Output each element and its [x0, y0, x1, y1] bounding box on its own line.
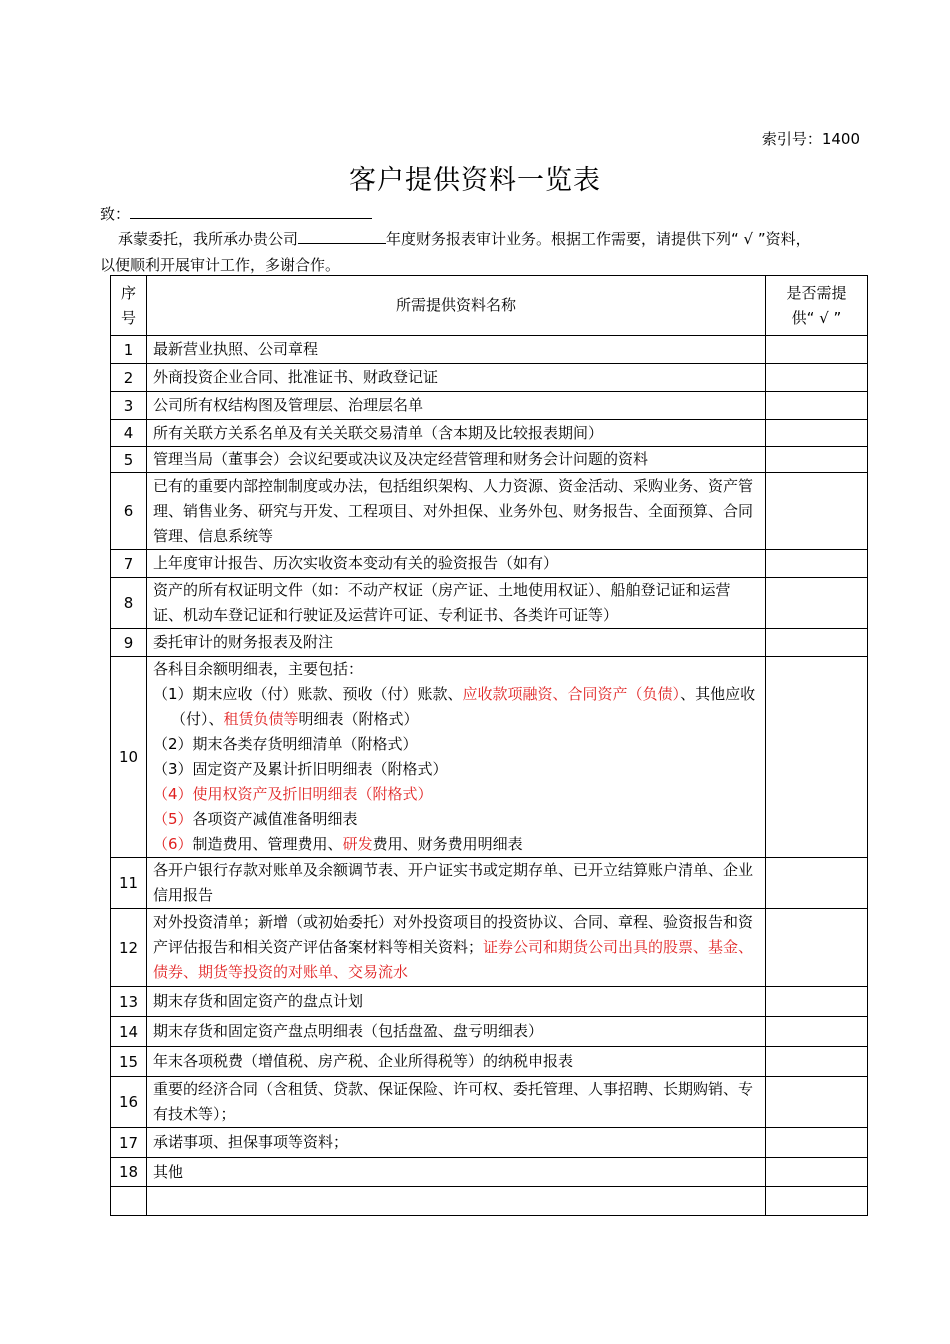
- intro-text-1: 承蒙委托，我所承办贵公司: [118, 230, 299, 248]
- table-row: [111, 1017, 868, 1047]
- row-no: 15: [111, 1047, 147, 1077]
- index-number: 索引号：1400: [761, 130, 860, 148]
- row-name: 最新营业执照、公司章程: [147, 336, 766, 364]
- row-no: 9: [111, 629, 147, 657]
- row10-item-4: （4）使用权资产及折旧明细表（附格式）: [153, 785, 433, 803]
- table-row: [111, 987, 868, 1017]
- intro-text-3: 以便顺利开展审计工作，多谢合作。: [100, 256, 341, 274]
- check-cell[interactable]: [766, 909, 868, 987]
- row-name: 所有关联方关系名单及有关关联交易清单（含本期及比较报表期间）: [147, 420, 766, 447]
- year-blank[interactable]: [298, 229, 386, 244]
- table-row: [111, 420, 868, 447]
- row-no: 13: [111, 987, 147, 1017]
- table-row: [111, 336, 868, 364]
- intro-paragraph: [100, 226, 890, 278]
- row-no: 8: [111, 578, 147, 629]
- check-cell[interactable]: [766, 987, 868, 1017]
- page-title: 客户提供资料一览表: [349, 165, 601, 196]
- row-no: 1: [111, 336, 147, 364]
- table-row: [111, 657, 868, 858]
- row10-intro: 各科目余额明细表，主要包括：: [153, 660, 364, 678]
- row-no: 7: [111, 550, 147, 578]
- row-name: 已有的重要内部控制制度或办法，包括组织架构、人力资源、资金活动、采购业务、资产管理、销售业务、研究与开发、工程项目、对外担保、业务外包、财务报告、全面预算、合同管理、信息系统等: [147, 473, 766, 550]
- row-name: 期末存货和固定资产的盘点计划: [147, 987, 766, 1017]
- check-cell[interactable]: [766, 550, 868, 578]
- table-row: [111, 550, 868, 578]
- check-cell[interactable]: [766, 1047, 868, 1077]
- row-no: 14: [111, 1017, 147, 1047]
- row-name-empty[interactable]: [147, 1187, 766, 1216]
- row10-item-5: （5）各项资产减值准备明细表: [153, 810, 358, 828]
- row10-item-2: （2）期末各类存货明细清单（附格式）: [153, 735, 418, 753]
- row-name: 委托审计的财务报表及附注: [147, 629, 766, 657]
- row-name: 公司所有权结构图及管理层、治理层名单: [147, 392, 766, 420]
- check-cell[interactable]: [766, 364, 868, 392]
- row-no: 5: [111, 447, 147, 473]
- row-name: 外商投资企业合同、批准证书、财政登记证: [147, 364, 766, 392]
- check-cell[interactable]: [766, 392, 868, 420]
- check-cell[interactable]: [766, 420, 868, 447]
- check-cell[interactable]: [766, 336, 868, 364]
- row10-item-6: （6）制造费用、管理费用、研发费用、财务费用明细表: [153, 835, 523, 853]
- row-no: 11: [111, 858, 147, 909]
- intro-text-2: 年度财务报表审计业务。根据工作需要，请提供下列“ √ ”资料，: [386, 230, 811, 248]
- row-no: 6: [111, 473, 147, 550]
- row-name: 管理当局（董事会）会议纪要或决议及决定经营管理和财务会计问题的资料: [147, 447, 766, 473]
- check-cell[interactable]: [766, 447, 868, 473]
- to-label: 致：: [100, 205, 131, 223]
- table-row: [111, 1047, 868, 1077]
- row-name: 重要的经济合同（含租赁、贷款、保证保险、许可权、委托管理、人事招聘、长期购销、专有技术等）；: [147, 1077, 766, 1128]
- table-row: [111, 1128, 868, 1158]
- header-name: 所需提供资料名称: [147, 276, 766, 336]
- row-name: 资产的所有权证明文件（如：不动产权证（房产证、土地使用权证）、船舶登记证和运营证、机动车登记证和行驶证及运营许可证、专利证书、各类许可证等）: [147, 578, 766, 629]
- check-cell[interactable]: [766, 578, 868, 629]
- materials-table: [110, 275, 868, 1216]
- check-cell[interactable]: [766, 858, 868, 909]
- row10-item-3: （3）固定资产及累计折旧明细表（附格式）: [153, 760, 448, 778]
- row-name: 年末各项税费（增值税、房产税、企业所得税等）的纳税申报表: [147, 1047, 766, 1077]
- table-row: [111, 629, 868, 657]
- check-cell[interactable]: [766, 1077, 868, 1128]
- table-row: [111, 364, 868, 392]
- row-name: 其他: [147, 1158, 766, 1187]
- row-no: 4: [111, 420, 147, 447]
- row-no: 17: [111, 1128, 147, 1158]
- row10-item-1: （1）期末应收（付）账款、预收（付）账款、应收款项融资、合同资产（负债）、其他应收（付）、租赁负债等明细表（附格式）: [153, 685, 756, 728]
- check-cell[interactable]: [766, 473, 868, 550]
- table-row: [111, 909, 868, 987]
- table-row: [111, 578, 868, 629]
- row-no: 18: [111, 1158, 147, 1187]
- check-cell[interactable]: [766, 657, 868, 858]
- table-row: [111, 1077, 868, 1128]
- table-row: [111, 1158, 868, 1187]
- table-row-empty: [111, 1187, 868, 1216]
- row-no-empty: [111, 1187, 147, 1216]
- row-name: 期末存货和固定资产盘点明细表（包括盘盈、盘亏明细表）: [147, 1017, 766, 1047]
- row-name: 各开户银行存款对账单及余额调节表、开户证实书或定期存单、已开立结算账户清单、企业信用报告: [147, 858, 766, 909]
- table-row: [111, 858, 868, 909]
- row-no: 16: [111, 1077, 147, 1128]
- row-no: 10: [111, 657, 147, 858]
- recipient-line: [100, 203, 372, 224]
- table-row: [111, 473, 868, 550]
- row-name: 对外投资清单；新增（或初始委托）对外投资项目的投资协议、合同、章程、验资报告和资产评估报告和相关资产评估备案材料等相关资料；证券公司和期货公司出具的股票、基金、债券、期货等投资的对账单、交易流水: [147, 909, 766, 987]
- row-name: 承诺事项、担保事项等资料；: [147, 1128, 766, 1158]
- row-name: [147, 657, 766, 858]
- row-no: 2: [111, 364, 147, 392]
- row-name: 上年度审计报告、历次实收资本变动有关的验资报告（如有）: [147, 550, 766, 578]
- recipient-blank[interactable]: [130, 204, 372, 219]
- table-header-row: [111, 276, 868, 336]
- header-check: 是否需提供“ √ ”: [766, 276, 868, 336]
- check-cell[interactable]: [766, 1017, 868, 1047]
- row-no: 3: [111, 392, 147, 420]
- header-no: 序号: [111, 276, 147, 336]
- check-cell[interactable]: [766, 1128, 868, 1158]
- table-row: [111, 447, 868, 473]
- check-cell[interactable]: [766, 629, 868, 657]
- check-cell[interactable]: [766, 1187, 868, 1216]
- table-row: [111, 392, 868, 420]
- check-cell[interactable]: [766, 1158, 868, 1187]
- row-no: 12: [111, 909, 147, 987]
